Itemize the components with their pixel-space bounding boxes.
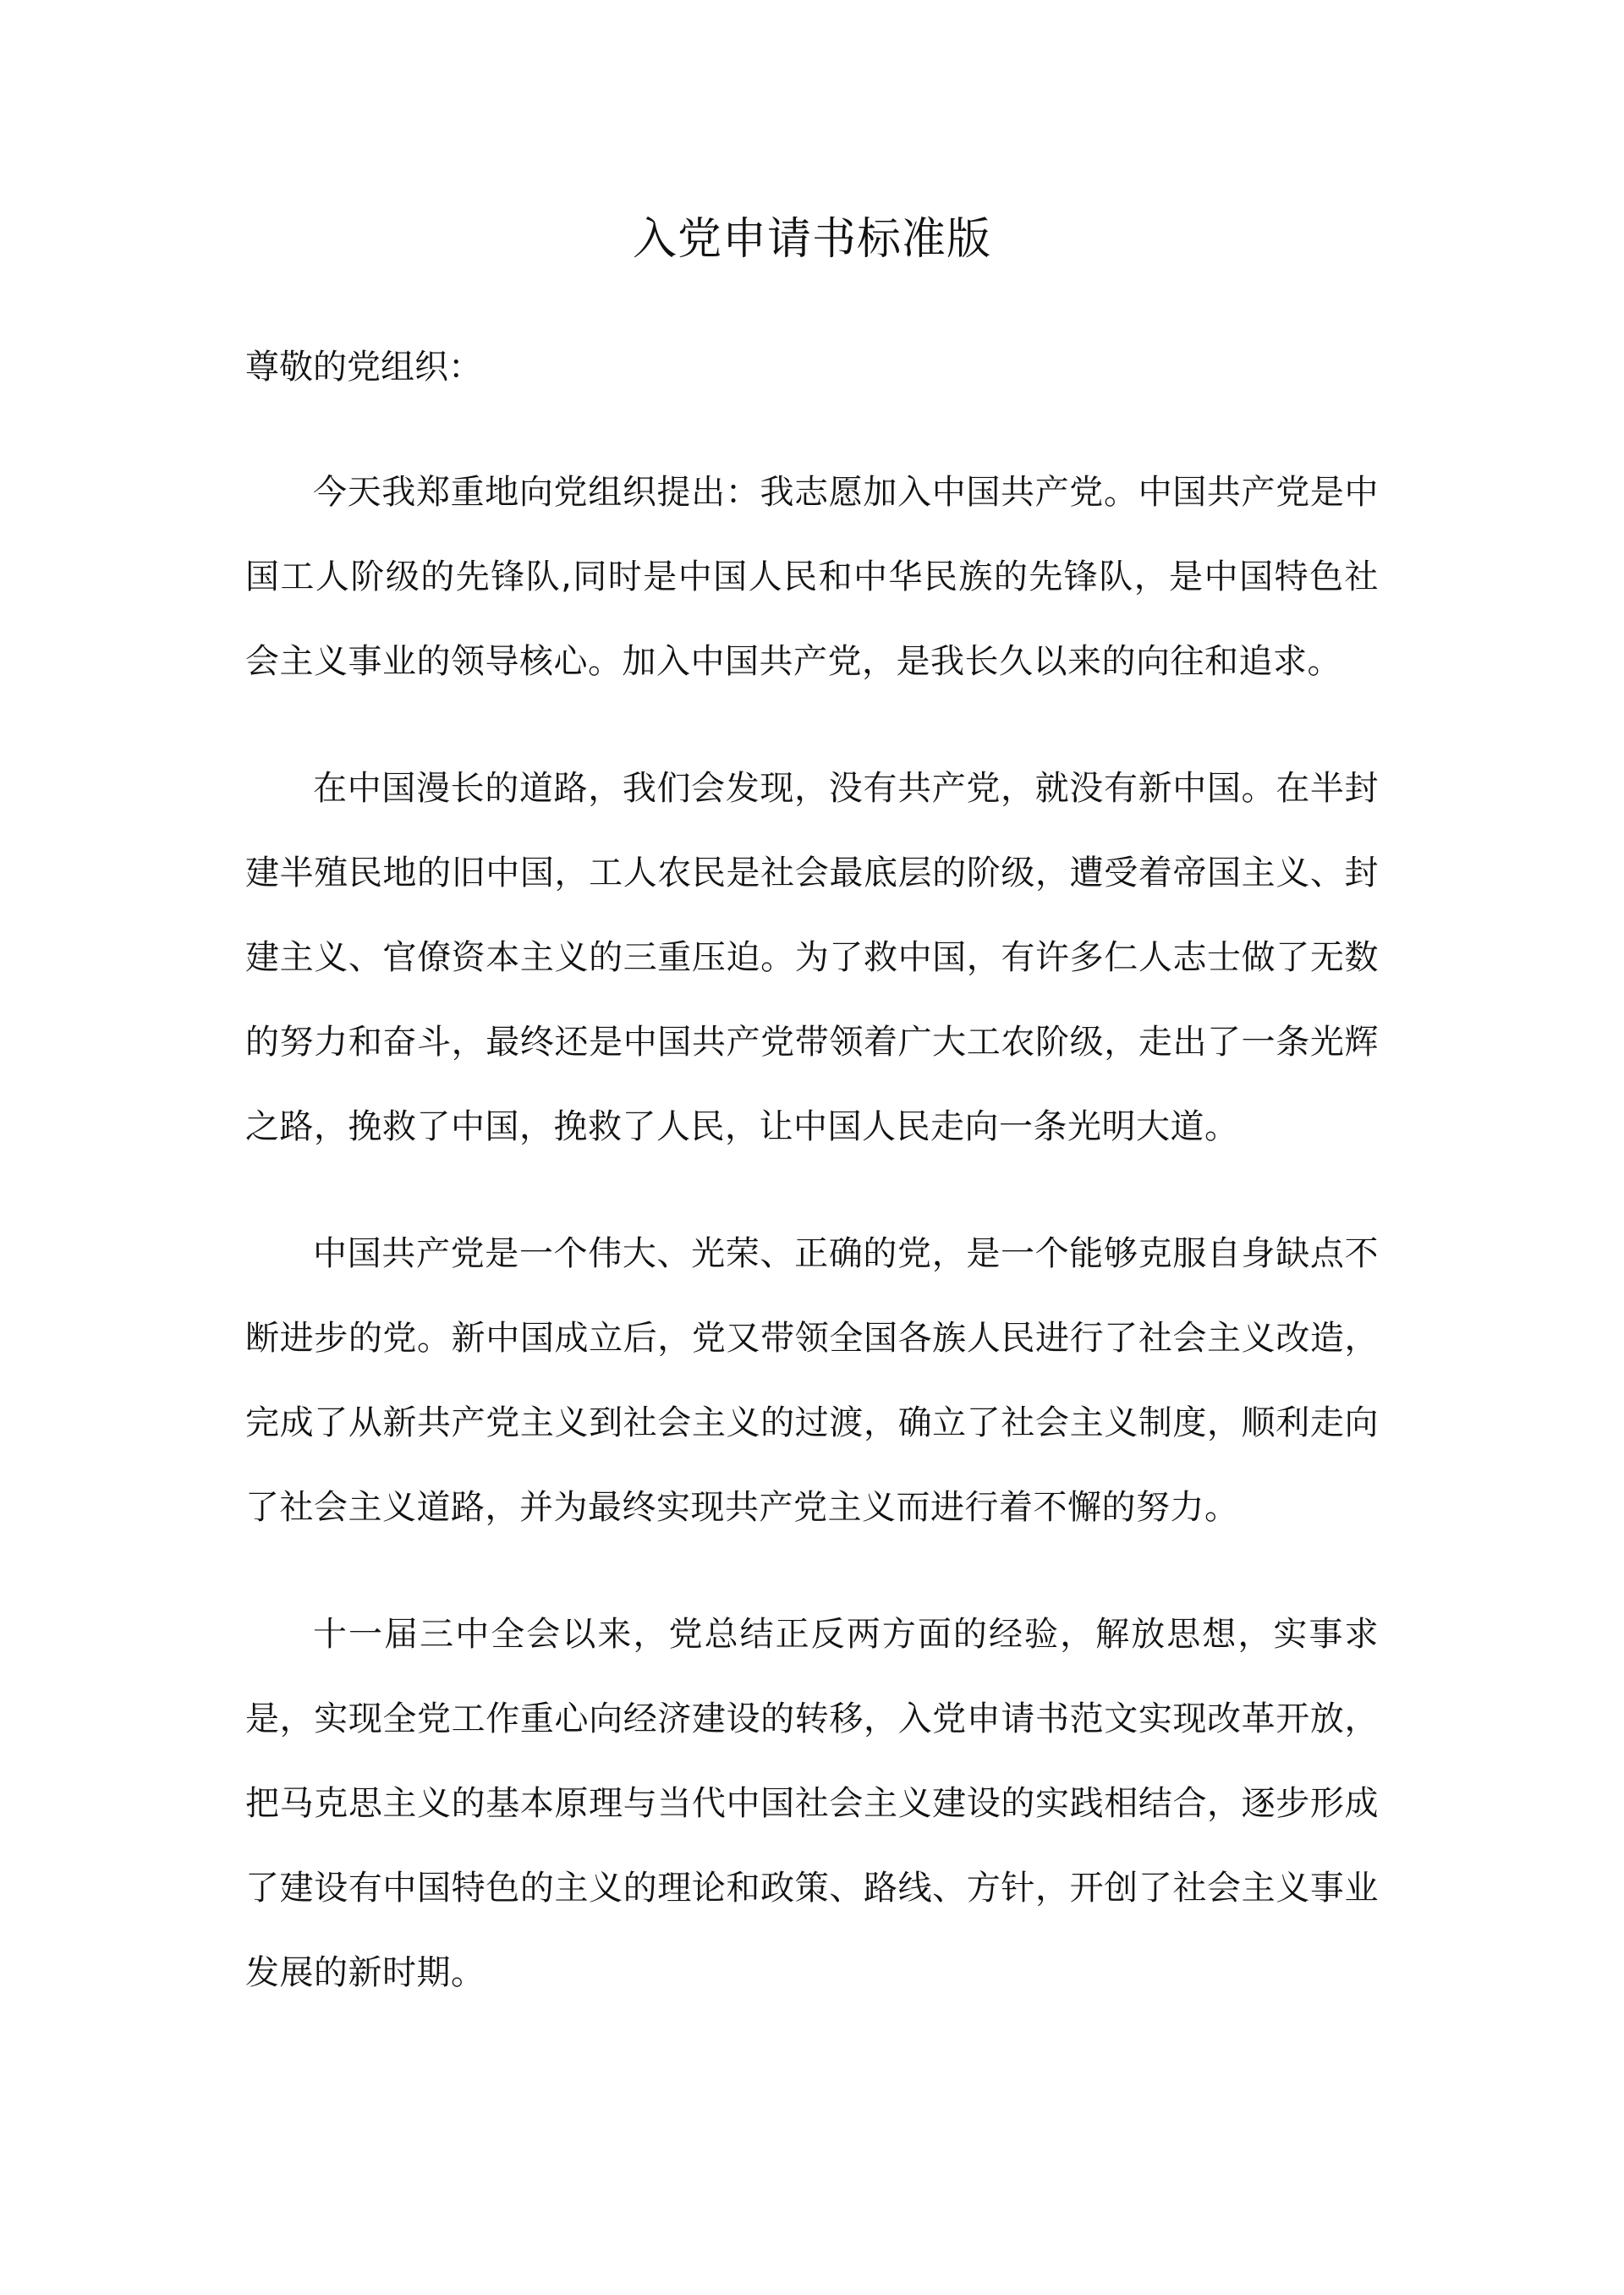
paragraph-2: 在中国漫长的道路，我们会发现，没有共产党，就没有新中国。在半封建半殖民地的旧中国，工人农民是社会最底层的阶级，遭受着帝国主义、封建主义、官僚资本主义的三重压迫。为了救中国，有许多仁人志士做了无数的努力和奋斗，最终还是中国共产党带领着广大工农阶级，走出了一条光辉之路，挽救了中国，挽救了人民，让中国人民走向一条光明大道。 [245,769,1379,1146]
paragraph-1: 今天我郑重地向党组织提出：我志愿加入中国共产党。中国共产党是中国工人阶级的先锋队,同时是中国人民和中华民族的先锋队，是中国特色社会主义事业的领导核心。加入中国共产党，是我长久以来的向往和追求。 [245,473,1379,681]
paragraph-4: 十一届三中全会以来，党总结正反两方面的经验，解放思想，实事求是，实现全党工作重心向经济建设的转移，入党申请书范文实现改革开放，把马克思主义的基本原理与当代中国社会主义建设的实践相结合，逐步形成了建设有中国特色的主义的理论和政策、路线、方针，开创了社会主义事业发展的新时期。 [245,1615,1379,1992]
paragraph-3: 中国共产党是一个伟大、光荣、正确的党，是一个能够克服自身缺点不断进步的党。新中国成立后，党又带领全国各族人民进行了社会主义改造，完成了从新共产党主义到社会主义的过渡，确立了社会主义制度，顺利走向了社会主义道路，并为最终实现共产党主义而进行着不懈的努力。 [245,1234,1379,1527]
salutation: 尊敬的党组织： [245,348,482,387]
page-title: 入党申请书标准版 [632,214,991,265]
